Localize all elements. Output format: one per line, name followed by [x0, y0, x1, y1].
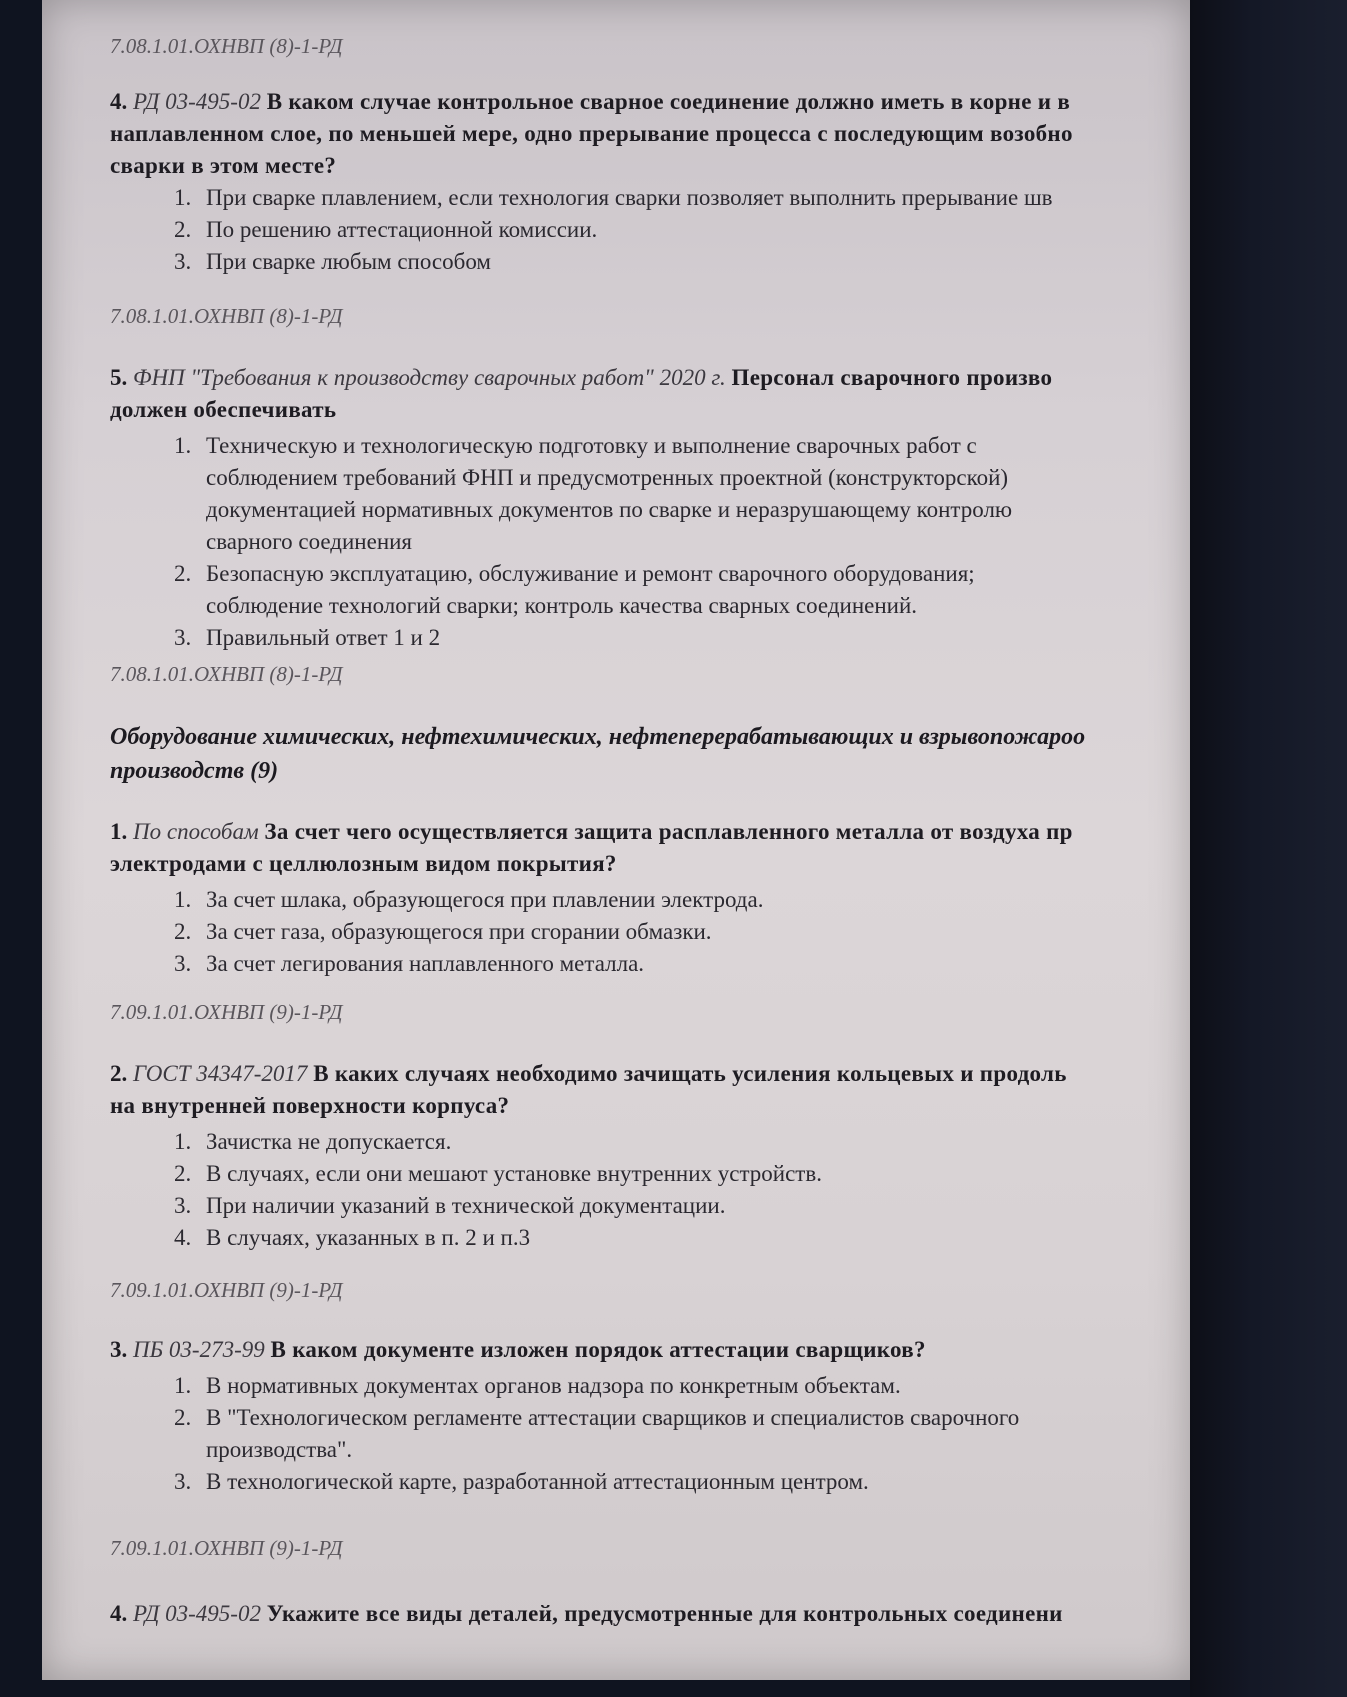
- question-text-cont: электродами с целлюлозным видом покрытия?: [110, 851, 617, 876]
- answer-list: [110, 1370, 1190, 1498]
- answer-list: [110, 182, 1190, 278]
- question-3-pb: [110, 1334, 1190, 1498]
- question-number: 5.: [110, 365, 128, 390]
- question-text-cont: сварки в этом месте?: [110, 153, 337, 178]
- reference-code: 7.08.1.01.ОХНВП (8)-1-РД: [110, 662, 343, 686]
- question-text: За счет чего осуществляется защита расплавленного металла от воздуха пр: [264, 819, 1073, 844]
- answer-option: 4. В случаях, указанных в п. 2 и п.3: [174, 1225, 531, 1250]
- question-text: В каком документе изложен порядок аттестации сварщиков?: [270, 1337, 926, 1362]
- question-text: В каких случаях необходимо зачищать усиления кольцевых и продоль: [313, 1061, 1067, 1086]
- answer-option: 1. Техническую и технологическую подготовку и выполнение сварочных работ с соблюдением требований ФНП и предусмотренных проектной (конструкторской) документацией нормативных документов по сварке и неразрушающему контролю сварного соединения: [174, 433, 1013, 554]
- reference-code: 7.09.1.01.ОХНВП (9)-1-РД: [110, 1000, 343, 1024]
- reference-code: 7.08.1.01.ОХНВП (8)-1-РД: [110, 304, 343, 328]
- question-4-rd-03-495: [110, 86, 1190, 278]
- question-number: 3.: [110, 1337, 128, 1362]
- question-number: 4.: [110, 89, 128, 114]
- answer-option: 3. За счет легирования наплавленного металла.: [174, 951, 645, 976]
- question-1-methods: [110, 816, 1190, 980]
- question-4-rd-details: [110, 1598, 1190, 1630]
- answer-option: 2. По решению аттестационной комиссии.: [174, 217, 598, 242]
- question-number: 2.: [110, 1061, 128, 1086]
- section-title: Оборудование химических, нефтехимических, нефтеперерабатывающих и взрывопожароо производств (9): [110, 724, 1086, 784]
- question-text-cont: наплавленном слое, по меньшей мере, одно прерывание процесса с последующим возобно: [110, 121, 1073, 146]
- answer-option: 3. При наличии указаний в технической документации.: [174, 1193, 726, 1218]
- question-2-gost: [110, 1058, 1190, 1254]
- answer-option: 3. В технологической карте, разработанной аттестационным центром.: [174, 1469, 869, 1494]
- question-number: 4.: [110, 1601, 128, 1626]
- question-source: По способам: [133, 819, 259, 844]
- answer-option: 3. При сварке любым способом: [174, 249, 491, 274]
- answer-option: 2. В "Технологическом регламенте аттестации сварщиков и специалистов сварочного производства".: [174, 1405, 1020, 1462]
- answer-option: 1. Зачистка не допускается.: [174, 1129, 452, 1154]
- answer-list: [110, 884, 1190, 980]
- answer-option: 2. За счет газа, образующегося при сгорании обмазки.: [174, 919, 712, 944]
- question-number: 1.: [110, 819, 128, 844]
- answer-option: 2. В случаях, если они мешают установке внутренних устройств.: [174, 1161, 822, 1186]
- reference-code: 7.09.1.01.ОХНВП (9)-1-РД: [110, 1278, 343, 1302]
- reference-code: 7.09.1.01.ОХНВП (9)-1-РД: [110, 1536, 343, 1560]
- question-text-cont: должен обеспечивать: [110, 397, 337, 422]
- question-text: Персонал сварочного произво: [731, 365, 1053, 390]
- reference-code: 7.08.1.01.ОХНВП (8)-1-РД: [110, 34, 343, 58]
- question-5-fnp: [110, 362, 1190, 654]
- question-source: ФНП "Требования к производству сварочных работ" 2020 г.: [133, 365, 726, 390]
- answer-option: 1. За счет шлака, образующегося при плавлении электрода.: [174, 887, 764, 912]
- question-source: ГОСТ 34347-2017: [133, 1061, 308, 1086]
- document-page: [42, 0, 1190, 1680]
- question-source: ПБ 03-273-99: [133, 1337, 265, 1362]
- answer-list: [110, 430, 1190, 654]
- answer-list: [110, 1126, 1190, 1254]
- answer-option: 1. При сварке плавлением, если технология сварки позволяет выполнить прерывание шв: [174, 185, 1053, 210]
- question-source: РД 03-495-02: [133, 1601, 261, 1626]
- question-text: В каком случае контрольное сварное соединение должно иметь в корне и в: [266, 89, 1071, 114]
- question-source: РД 03-495-02: [133, 89, 261, 114]
- monitor-bezel-right: [1190, 0, 1347, 1697]
- question-text: Укажите все виды деталей, предусмотренные для контрольных соединени: [266, 1601, 1063, 1626]
- question-text-cont: на внутренней поверхности корпуса?: [110, 1093, 510, 1118]
- answer-option: 2. Безопасную эксплуатацию, обслуживание и ремонт сварочного оборудования; соблюдение технологий сварки; контроль качества сварных соединений.: [174, 561, 975, 618]
- answer-option: 1. В нормативных документах органов надзора по конкретным объектам.: [174, 1373, 901, 1398]
- answer-option: 3. Правильный ответ 1 и 2: [174, 625, 441, 650]
